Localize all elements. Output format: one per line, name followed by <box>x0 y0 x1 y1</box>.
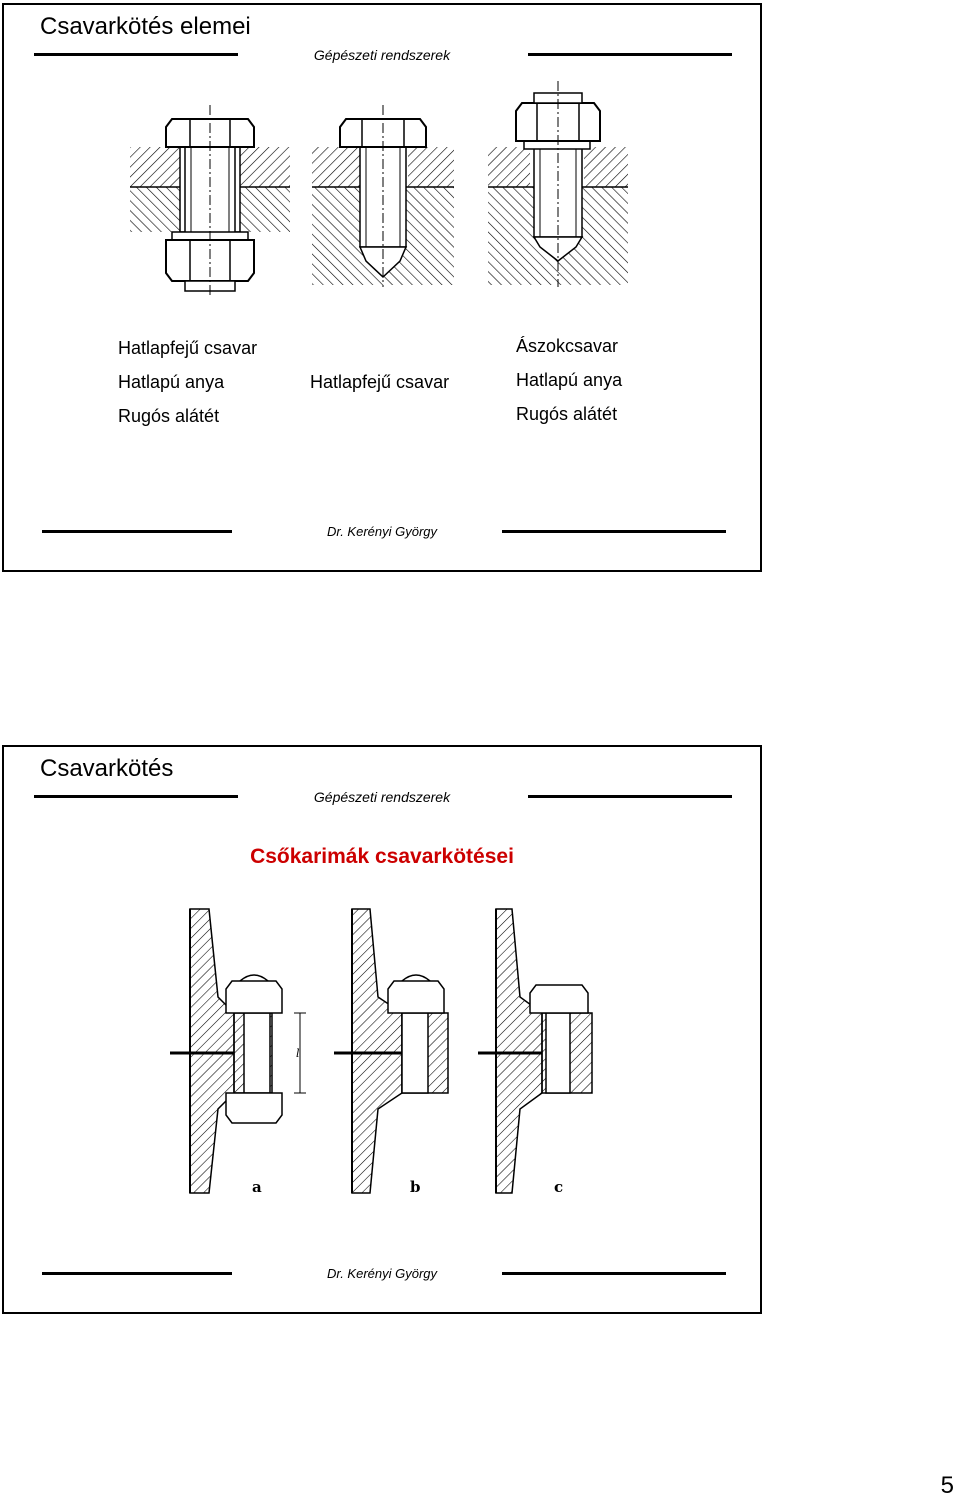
flange-joint-a <box>170 909 306 1193</box>
header-rule-right <box>528 795 732 798</box>
slide-2 <box>2 745 762 1314</box>
slide-subtitle: Gépészeti rendszerek <box>313 789 451 805</box>
slide-subtitle: Gépészeti rendszerek <box>313 47 451 63</box>
page-number: 5 <box>940 1472 954 1499</box>
dimension-label-l: l <box>296 1047 300 1060</box>
caption-right <box>516 329 622 431</box>
stud-bolt-drawing <box>488 81 628 287</box>
slide-footer: Dr. Kerényi György <box>326 1266 438 1281</box>
caption-right-line-1: Ászokcsavar <box>516 336 619 356</box>
tap-bolt-drawing <box>312 105 454 287</box>
flange-joint-drawings <box>4 897 764 1217</box>
section-heading: Csőkarimák csavarkötései <box>250 845 514 868</box>
slide-title: Csavarkötés elemei <box>40 13 251 40</box>
caption-middle <box>310 365 449 399</box>
caption-right-line-2: Hatlapú anya <box>516 370 623 390</box>
flange-joint-c <box>478 909 592 1193</box>
slide-title: Csavarkötés <box>40 755 174 782</box>
figure-label-c: c <box>554 1178 564 1196</box>
figure-label-b: b <box>410 1178 421 1196</box>
flange-joint-b <box>334 909 448 1193</box>
caption-left-line-3: Rugós alátét <box>118 406 220 426</box>
footer-rule-right <box>502 1272 726 1275</box>
figure-label-a: a <box>252 1178 262 1196</box>
slide-1 <box>2 3 762 572</box>
caption-left <box>118 331 257 433</box>
bolt-joint-drawings <box>4 75 764 315</box>
header-rule-right <box>528 53 732 56</box>
caption-right-line-3: Rugós alátét <box>516 404 618 424</box>
through-bolt-drawing <box>130 105 290 297</box>
footer-rule-right <box>502 530 726 533</box>
slide-footer: Dr. Kerényi György <box>326 524 438 539</box>
caption-left-line-1: Hatlapfejű csavar <box>118 338 258 358</box>
caption-left-line-2: Hatlapú anya <box>118 372 225 392</box>
caption-middle-line-1: Hatlapfejű csavar <box>310 372 450 392</box>
